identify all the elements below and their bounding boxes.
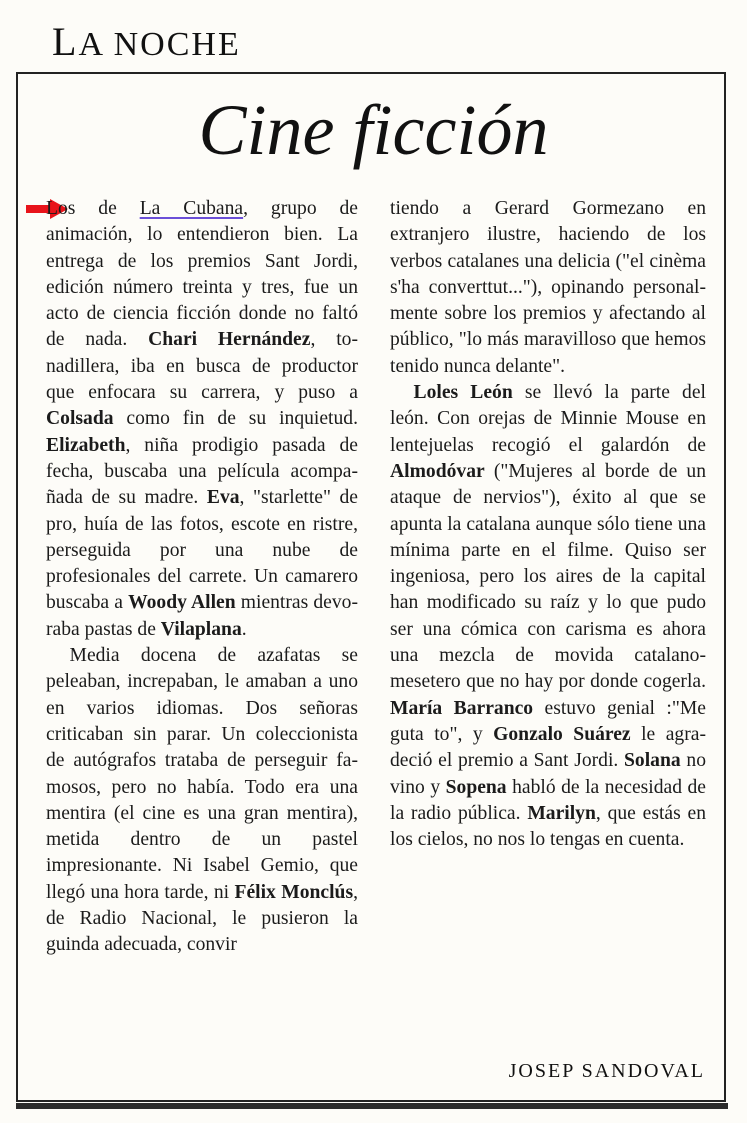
paragraph [390,196,706,380]
headline: Cine ficción [198,90,549,170]
bold-name: María Barranco [390,697,534,719]
text-run: , que estás en los cielos, no nos lo tengas en cuenta. [390,802,706,851]
bold-name: Solana [624,750,681,772]
byline: JOSEP SANDOVAL [508,1060,705,1082]
text-run: habló de la necesidad de la radio pública. [390,776,706,824]
text-run: Los de [46,198,140,219]
underlined-text: La Cubana [139,198,244,219]
text-run: le agradeció el premio a Sant Jordi. [390,723,706,772]
text-run: estuvo genial :"Me guta to", y [390,697,706,745]
text-run: , "starlette" de pro, huía de las fotos, escote en ristre, perseguida por una nube de profesionales del carrete. Un camarero buscaba a [46,487,359,614]
bold-name: Woody Allen [128,592,236,614]
text-run: Media docena de azafatas se peleaban, increpaban, le amaban a uno en varios idiomas. Dos señoras criticaban sin parar. Un coleccionista de autógrafos trataba de perseguir famosos, pero no había. Todo era una mentira (el cine es una gran mentira), metida dentro de un pastel impresionante. Ni Isabel Gemio, que llegó una hora tarde, ni [46,645,358,903]
bold-name: Eva [206,487,240,509]
bold-name: Gonzalo Suárez [493,723,631,745]
text-run: , tonadillera, iba en busca de productor que enfocara su carrera, y puso a [46,329,358,404]
bold-name: Elizabeth [46,434,126,456]
divider [16,1103,728,1109]
bold-name: Almodóvar [390,460,485,482]
bold-name: Félix Monclús [234,881,354,903]
text-run: , de Radio Nacional, le pusieron la guinda adecuada, convir [46,881,358,956]
section-header [52,19,241,65]
text-run: se llevó la parte del león. Con orejas de Minnie Mouse en lentejuelas recogió el galardón de [390,382,706,456]
text-run: ("Mujeres al borde de un ataque de nervios"), éxito al que se apunta la catalana aunque sólo tiene una mínima parte en el filme. Quiso ser ingeniosa, pero los aires de la capital han modificado su raíz y lo que pudo ser una cómica con carisma es ahora una mezcla de movida catalano-mesetero que no hay por donde cogerla. [390,460,706,693]
article-column-right [390,196,706,853]
text-run: . [241,618,247,640]
paragraph [46,196,358,643]
bold-name: Loles León [413,382,513,404]
section-header-initial: L [52,19,79,64]
text-run: mientras devoraba pastas de [46,592,358,640]
article-column-left [46,196,358,959]
text-run: no vino y [390,750,706,798]
bold-name: Chari Hernández [148,329,311,351]
text-run: como fin de su inquietud. [113,408,358,430]
text-run: , grupo de animación, lo entendieron bien. La entrega de los premios Sant Jordi, edición número treinta y tres, fue un acto de ciencia ficción donde no faltó de nada. [46,198,359,351]
bold-name: Vilaplana [160,618,242,640]
bold-name: Sopena [445,776,507,798]
text-run: , niña prodigio pasada de fecha, buscaba una película acompañada de su madre. [46,434,358,509]
bold-name: Marilyn [527,802,596,824]
paragraph [390,380,706,853]
text-run: tiendo a Gerard Gormezano en extranjero ilustre, haciendo de los verbos catalanes una delicia ("el cinèma s'ha converttut..."), opinando personalmente sobre los premios y afectando al público, "lo más maravilloso que hemos tenido nunca delante". [390,198,706,377]
section-header-rest: A NOCHE [78,26,241,63]
bold-name: Colsada [46,408,114,430]
paragraph [46,643,358,959]
